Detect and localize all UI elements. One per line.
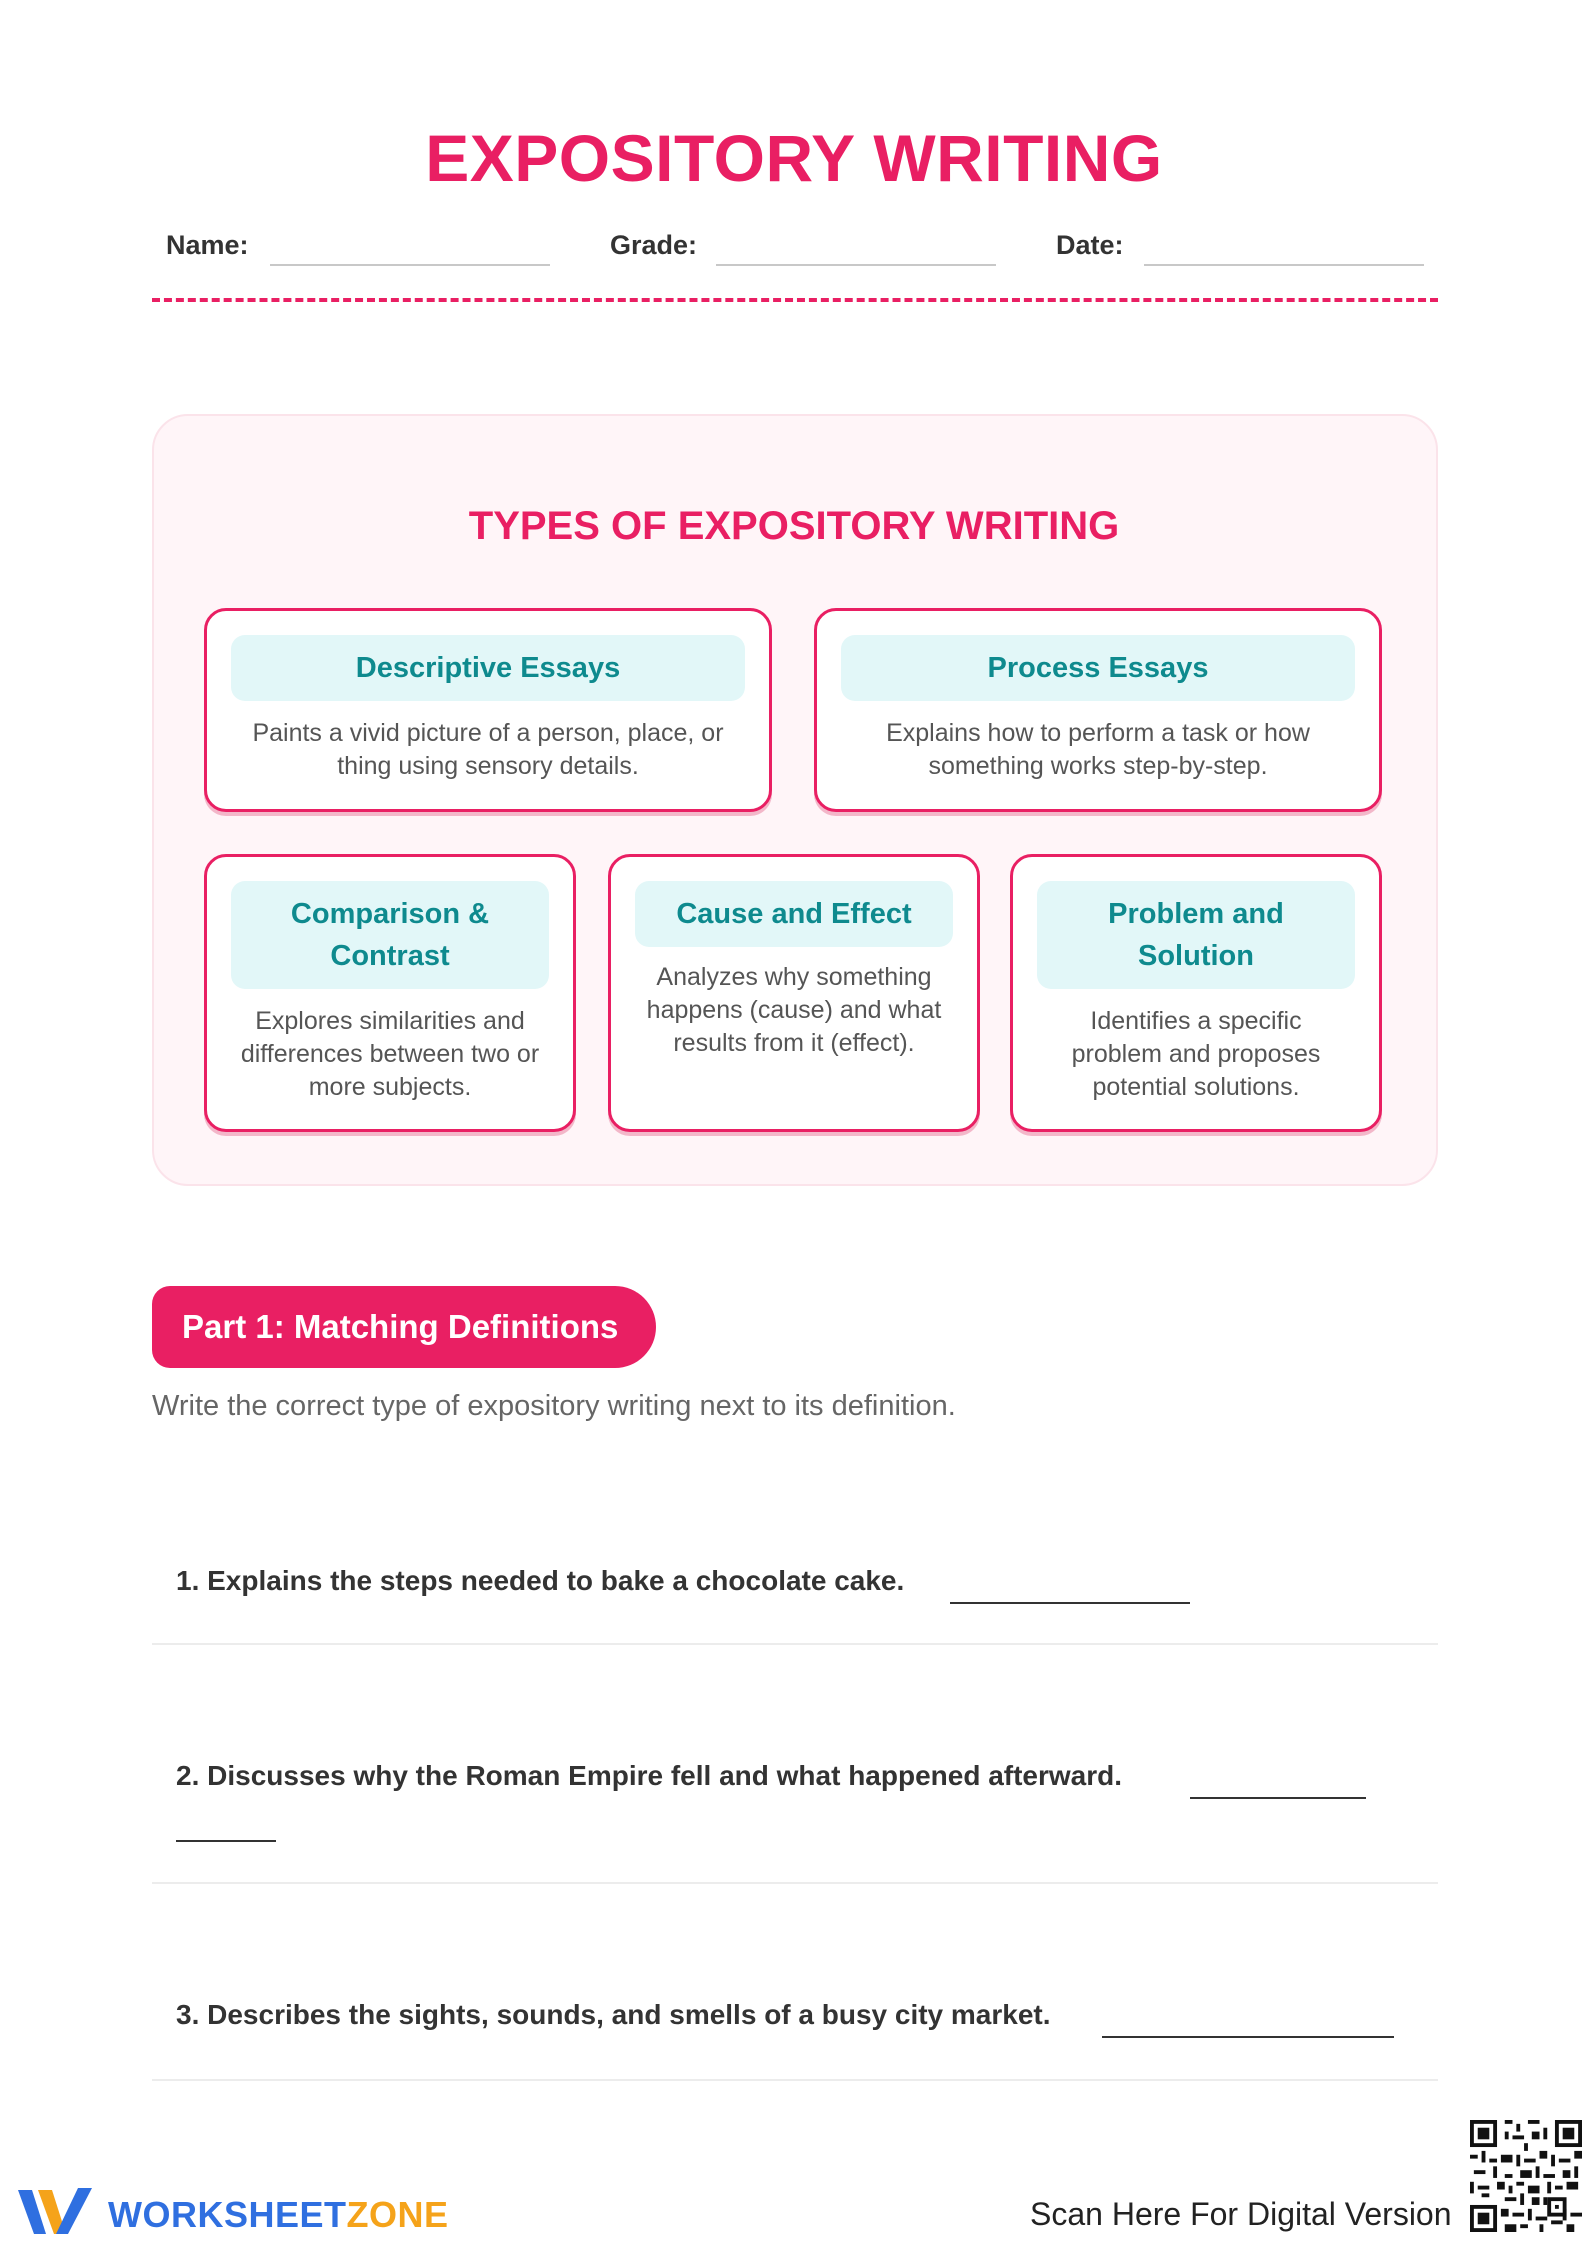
grade-field [610, 228, 1010, 268]
logo-w-icon [16, 2182, 96, 2242]
answer-line-1[interactable] [950, 1602, 1190, 1604]
type-card-heading: Problem and Solution [1037, 881, 1355, 989]
name-label: Name: [166, 230, 249, 260]
question-3: 3. Describes the sights, sounds, and smells of a busy city market. [176, 1999, 1051, 2030]
worksheetzone-logo[interactable] [16, 2182, 456, 2242]
date-field [1056, 228, 1436, 268]
type-card-description: Analyzes why something happens (cause) and what results from it (effect). [646, 963, 942, 1057]
types-title: TYPES OF EXPOSITORY WRITING [468, 504, 1120, 548]
answer-line-2[interactable] [1190, 1797, 1366, 1799]
grade-input-line[interactable] [716, 264, 996, 266]
date-label: Date: [1056, 230, 1124, 260]
type-card-descriptive [204, 608, 772, 812]
type-card-cause-effect [608, 854, 980, 1132]
answer-line-3[interactable] [1102, 2036, 1394, 2038]
question-separator [152, 1643, 1438, 1645]
type-card-heading: Cause and Effect [635, 881, 953, 947]
type-card-heading: Descriptive Essays [231, 635, 745, 701]
part1-instructions: Write the correct type of expository writing next to its definition. [152, 1390, 956, 1422]
name-field [166, 228, 556, 268]
type-card-heading: Comparison & Contrast [231, 881, 549, 989]
type-card-description: Identifies a specific problem and proposes potential solutions. [1071, 1007, 1321, 1101]
type-card-problem-solution [1010, 854, 1382, 1132]
question-separator [152, 1882, 1438, 1884]
logo-main-text: WORKSHEET [108, 2194, 347, 2235]
type-card-comparison [204, 854, 576, 1132]
type-card-description: Paints a vivid picture of a person, place, or thing using sensory details. [252, 719, 724, 780]
grade-label: Grade: [610, 230, 698, 260]
header-divider [152, 298, 1438, 302]
part1-badge: Part 1: Matching Definitions [152, 1286, 656, 1368]
scan-caption: Scan Here For Digital Version [1030, 2196, 1452, 2232]
type-card-description: Explores similarities and differences between two or more subjects. [240, 1007, 540, 1101]
page-title: EXPOSITORY WRITING [425, 121, 1163, 195]
type-card-heading: Process Essays [841, 635, 1355, 701]
question-separator [152, 2079, 1438, 2081]
name-input-line[interactable] [270, 264, 550, 266]
logo-wordmark [108, 2194, 449, 2236]
type-card-process [814, 608, 1382, 812]
logo-accent-text: ZONE [346, 2194, 449, 2235]
student-info-row [166, 228, 1426, 268]
type-card-description: Explains how to perform a task or how something works step-by-step. [886, 719, 1310, 780]
answer-line-2-continued[interactable] [176, 1840, 276, 1842]
question-2: 2. Discusses why the Roman Empire fell and what happened afterward. [176, 1760, 1123, 1791]
date-input-line[interactable] [1144, 264, 1424, 266]
qr-code-icon[interactable] [1470, 2120, 1582, 2232]
question-1: 1. Explains the steps needed to bake a chocolate cake. [176, 1565, 905, 1596]
